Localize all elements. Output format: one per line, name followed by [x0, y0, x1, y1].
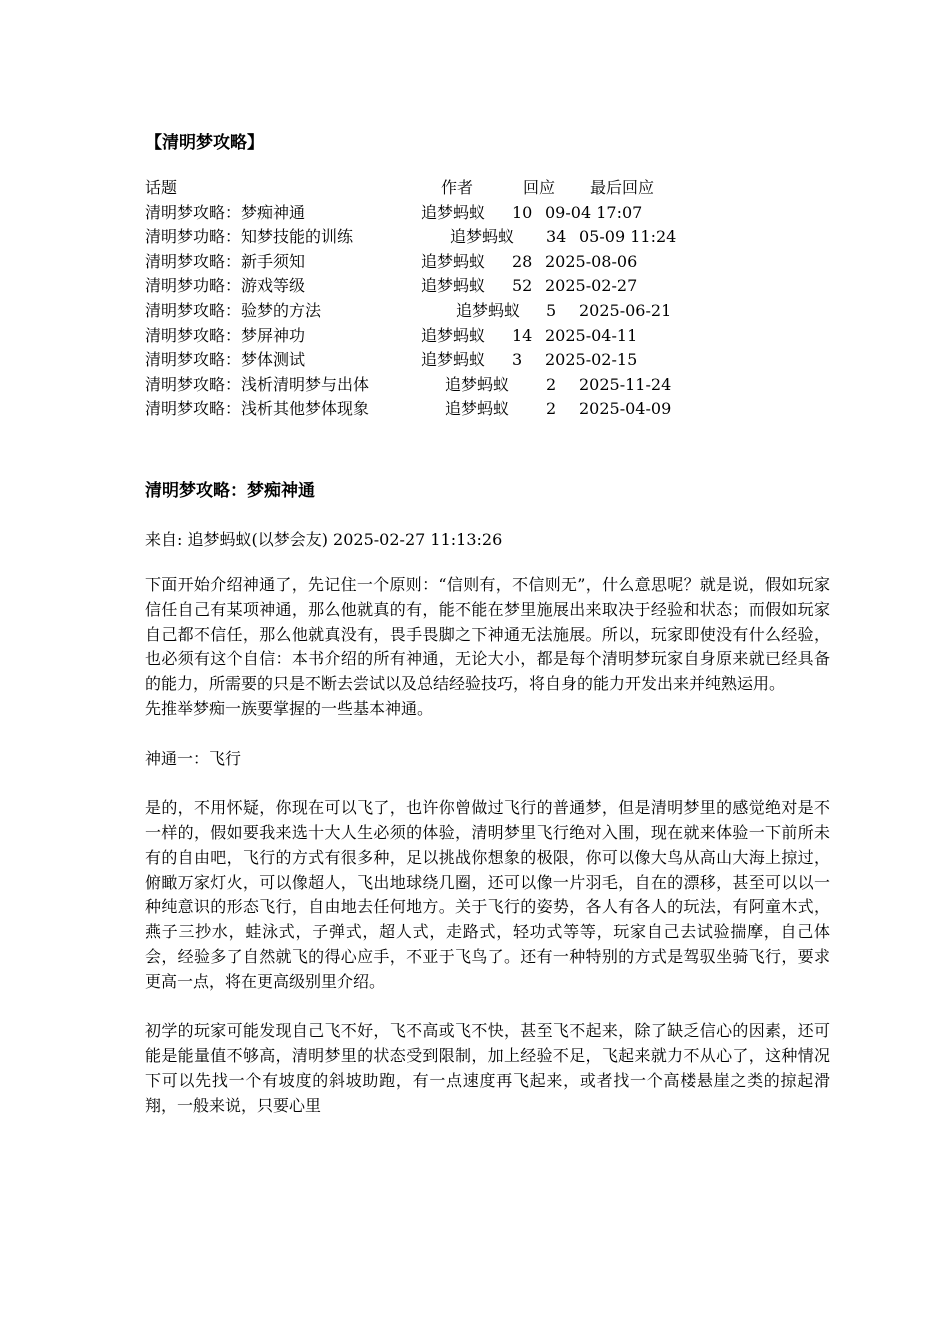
author-link[interactable]: 追梦蚂蚁 [450, 227, 515, 247]
topic-link[interactable]: 清明梦攻略：新手须知 [145, 251, 306, 271]
paragraph: 初学的玩家可能发现自己飞不好，飞不高或飞不快，甚至飞不起来，除了缺乏信心的因素，还可能是能量值不够高，清明梦里的状态受到限制，加上经验不足，飞起来就力不从心了，这种情况下可以先找一个有坡度的斜坡助跑，有一点速度再飞起来，或者找一个高楼悬崖之类的掠起滑翔，一般来说，只要心里 [145, 1021, 830, 1115]
topic-link[interactable]: 清明梦攻略：梦体测试 [145, 350, 306, 370]
last-reply-time: 2025-11-24 [579, 374, 672, 394]
post-body [145, 573, 830, 1119]
paragraph-spacer [145, 995, 830, 1020]
header-author: 作者 [441, 178, 474, 197]
reply-count: 10 [512, 202, 533, 222]
topic-link[interactable]: 清明梦攻略：浅析清明梦与出体 [145, 374, 370, 394]
header-last-reply: 最后回应 [590, 178, 655, 197]
topic-link[interactable]: 清明梦攻略：验梦的方法 [145, 300, 322, 320]
author-link[interactable]: 追梦蚂蚁 [445, 399, 510, 419]
author-link[interactable]: 追梦蚂蚁 [421, 276, 486, 296]
reply-count: 2 [546, 374, 557, 394]
reply-count: 34 [546, 227, 567, 247]
reply-count: 2 [546, 399, 557, 419]
topic-link[interactable]: 清明梦攻略：浅析其他梦体现象 [145, 399, 370, 419]
topic-link[interactable]: 清明梦功略：知梦技能的训练 [145, 227, 354, 247]
last-reply-time: 2025-02-15 [545, 350, 638, 370]
last-reply-time: 2025-02-27 [545, 276, 638, 296]
post-heading: 清明梦攻略：梦痴神通 [145, 481, 315, 501]
author-link[interactable]: 追梦蚂蚁 [421, 251, 486, 271]
last-reply-time: 2025-08-06 [545, 251, 638, 271]
header-topic: 话题 [145, 178, 178, 197]
last-reply-time: 2025-06-21 [579, 300, 672, 320]
reply-count: 3 [512, 350, 523, 370]
reply-count: 5 [546, 300, 557, 320]
last-reply-time: 2025-04-09 [579, 399, 672, 419]
paragraph-spacer [145, 771, 830, 796]
paragraph: 先推举梦痴一族要掌握的一些基本神通。 [145, 698, 434, 718]
author-link[interactable]: 追梦蚂蚁 [421, 350, 486, 370]
paragraph-spacer [145, 722, 830, 747]
topic-link[interactable]: 清明梦攻略：梦屏神功 [145, 325, 306, 345]
document-title: 【清明梦攻略】 [145, 133, 264, 153]
reply-count: 28 [512, 251, 533, 271]
subsection-heading: 神通一：飞行 [145, 748, 242, 768]
reply-count: 14 [512, 325, 533, 345]
paragraph: 是的，不用怀疑，你现在可以飞了，也许你曾做过飞行的普通梦，但是清明梦里的感觉绝对是不一样的，假如要我来选十大人生必须的体验，清明梦里飞行绝对入围，现在就来体验一下前所未有的自由吧，飞行的方式有很多种，足以挑战你想象的极限，你可以像大鸟从高山大海上掠过，俯瞰万家灯火，可以像超人，飞出地球绕几圈，还可以像一片羽毛，自在的漂移，甚至可以以一种纯意识的形态飞行，自由地去任何地方。关于飞行的姿势，各人有各人的玩法，有阿童木式，燕子三抄水，蛙泳式，子弹式，超人式，走路式，轻功式等等，玩家自己去试验揣摩，自己体会，经验多了自然就飞的得心应手，不亚于飞鸟了。还有一种特别的方式是驾驭坐骑飞行，要求更高一点，将在更高级别里介绍。 [145, 798, 830, 991]
topic-link[interactable]: 清明梦攻略：梦痴神通 [145, 202, 306, 222]
reply-count: 52 [512, 276, 533, 296]
last-reply-time: 2025-04-11 [545, 325, 638, 345]
author-link[interactable]: 追梦蚂蚁 [456, 300, 521, 320]
paragraph: 下面开始介绍神通了，先记住一个原则：“信则有，不信则无”，什么意思呢？就是说，假如玩家信任自己有某项神通，那么他就真的有，能不能在梦里施展出来取决于经验和状态；而假如玩家自己都不信任，那么他就真没有，畏手畏脚之下神通无法施展。所以，玩家即使没有什么经验，也必须有这个自信：本书介绍的所有神通，无论大小，都是每个清明梦玩家自身原来就已经具备的能力，所需要的只是不断去尝试以及总结经验技巧，将自身的能力开发出来并纯熟运用。 [145, 575, 830, 694]
post-byline: 来自: 追梦蚂蚁(以梦会友) 2025-02-27 11:13:26 [145, 530, 503, 549]
topic-link[interactable]: 清明梦功略：游戏等级 [145, 276, 306, 296]
last-reply-time: 09-04 17:07 [545, 202, 643, 222]
last-reply-time: 05-09 11:24 [579, 227, 677, 247]
author-link[interactable]: 追梦蚂蚁 [421, 202, 486, 222]
header-replies: 回应 [523, 178, 556, 197]
author-link[interactable]: 追梦蚂蚁 [421, 325, 486, 345]
author-link[interactable]: 追梦蚂蚁 [445, 374, 510, 394]
